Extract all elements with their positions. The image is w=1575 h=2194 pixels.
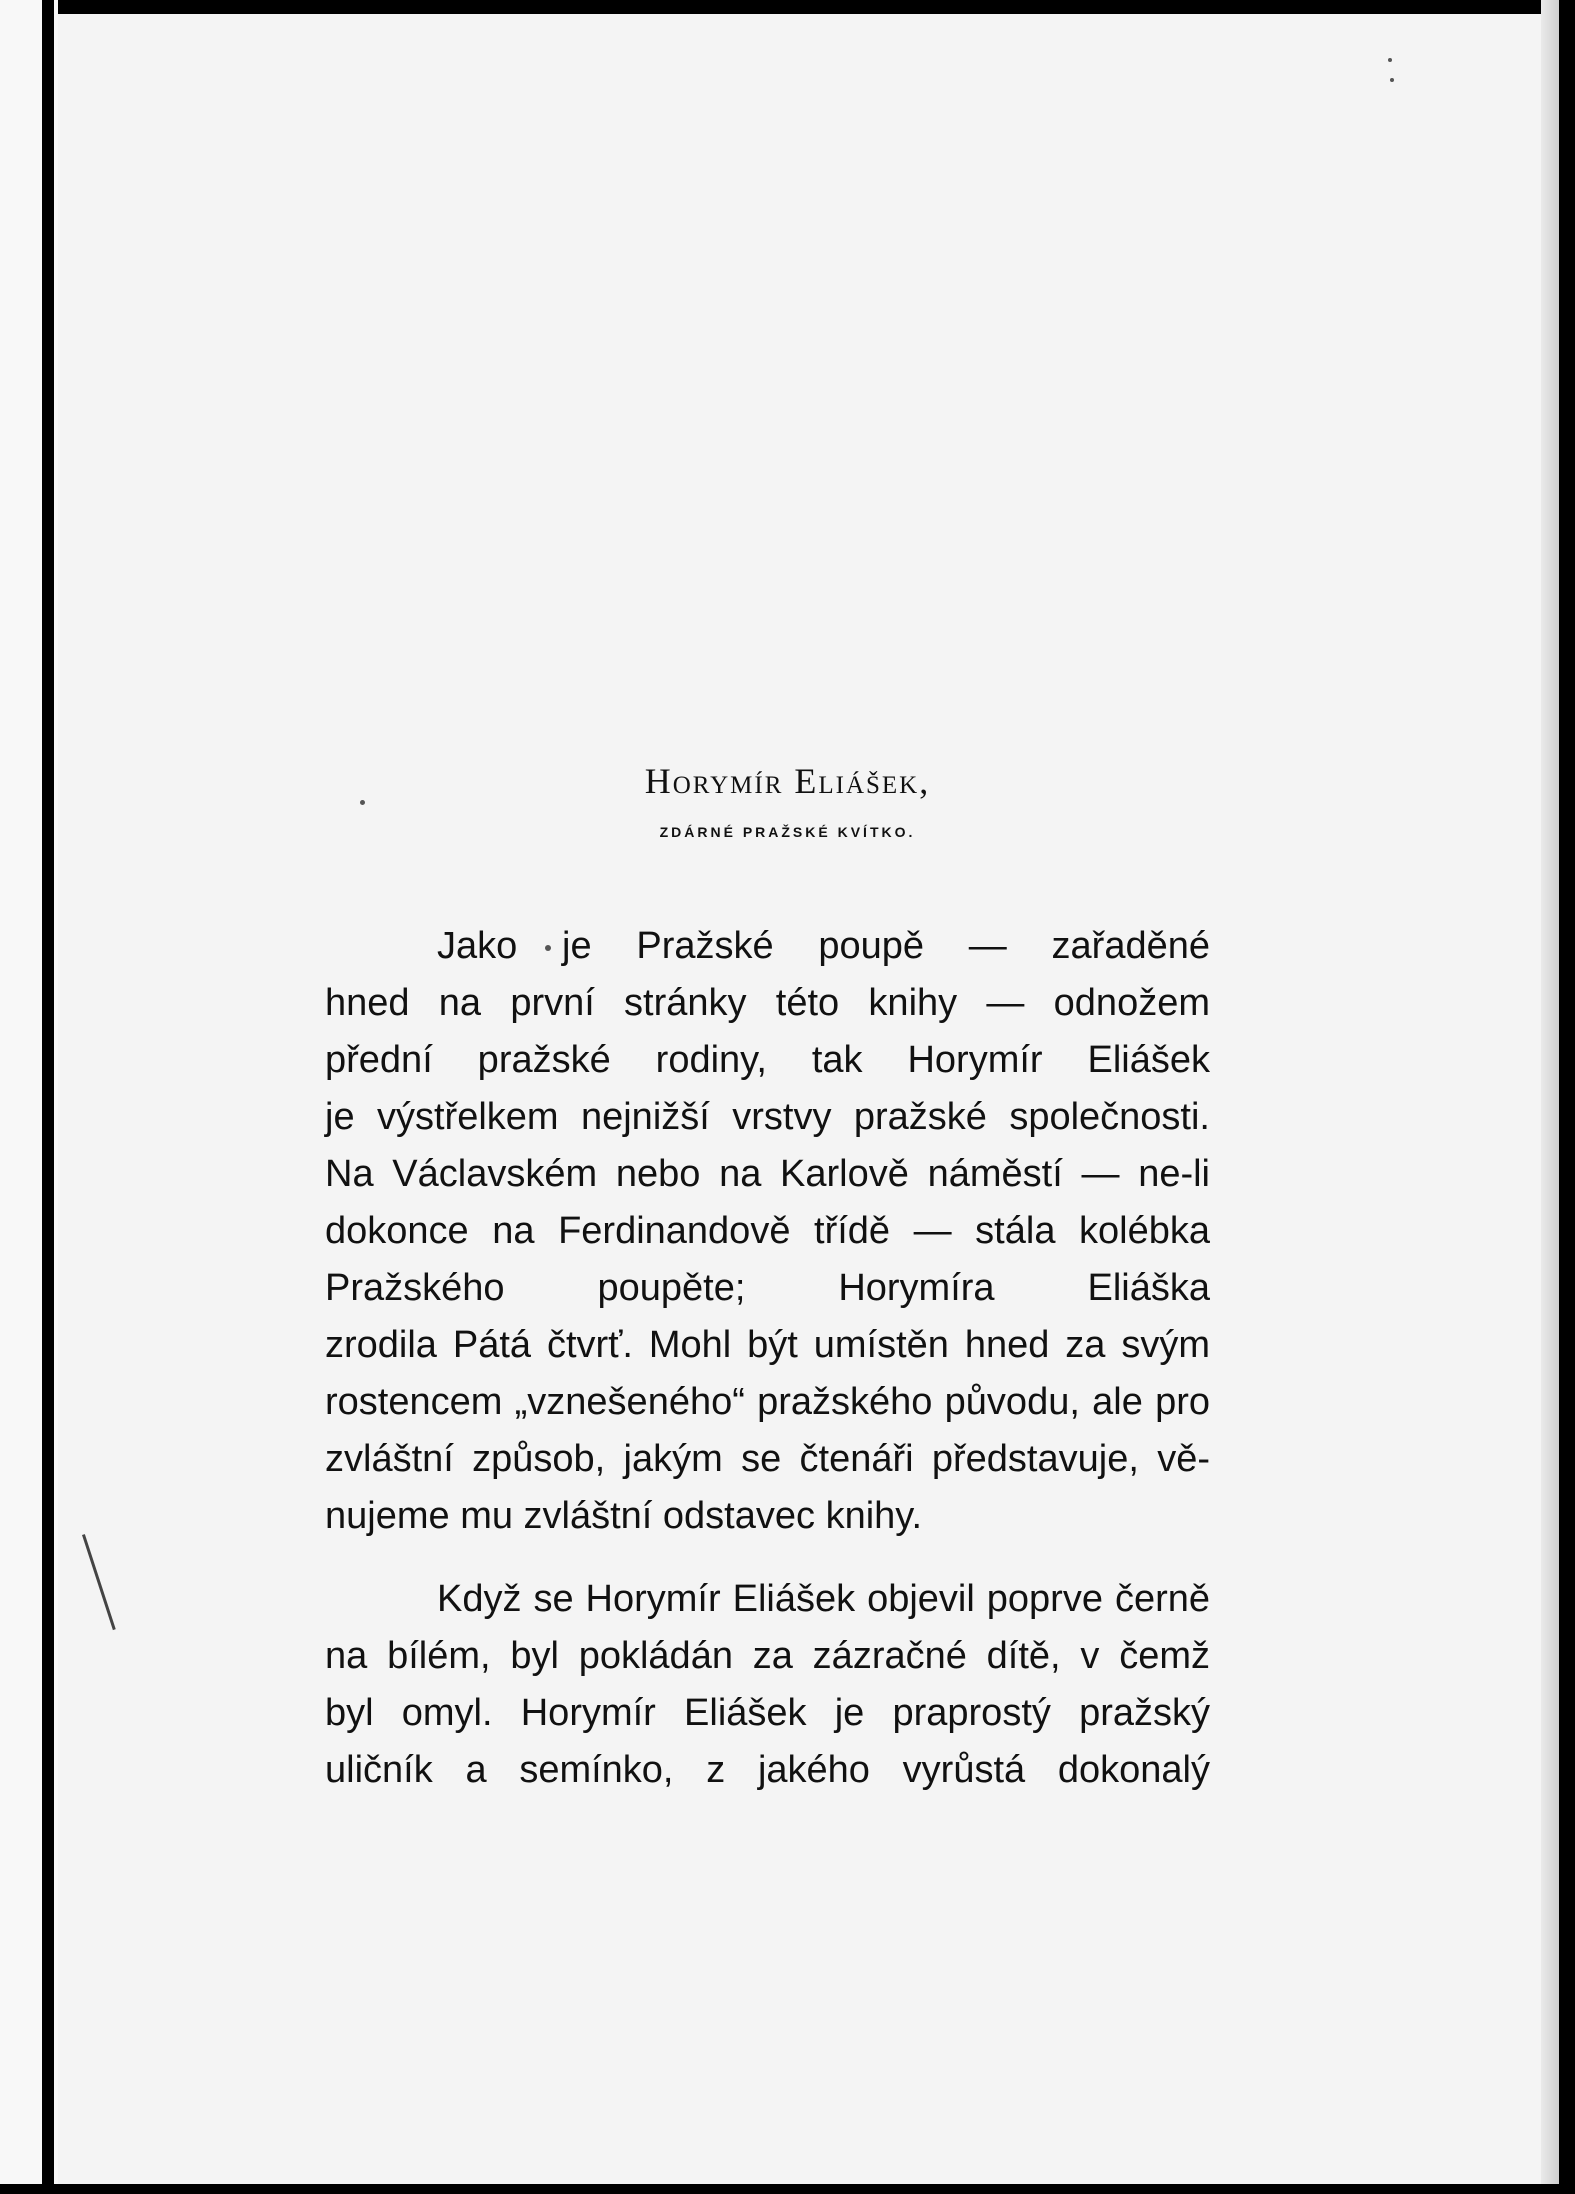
text-line: Pražského poupěte; Horymíra Eliáška — [325, 1267, 1210, 1309]
scan-border-top — [0, 0, 1575, 14]
text-line: přední pražské rodiny, tak Horymír Eliášek — [325, 1039, 1210, 1081]
paragraph-2 — [325, 1571, 1210, 1799]
chapter-title: Horymír Eliášek, — [644, 761, 931, 801]
scan-border-bottom — [0, 2184, 1575, 2194]
speck — [1390, 78, 1394, 82]
gutter-mark — [82, 1534, 116, 1630]
text-line: dokonce na Ferdinandově třídě — stála kolébka — [325, 1210, 1210, 1252]
text-line: na bílém, byl pokládán za zázračné dítě, v čemž — [325, 1635, 1210, 1677]
scan-shadow-right — [1541, 0, 1559, 2194]
chapter-subtitle: ZDÁRNÉ PRAŽSKÉ KVÍTKO. — [659, 824, 916, 840]
scan-border-right — [1559, 0, 1575, 2194]
text-line: rostencem „vznešeného“ pražského původu, ale pro — [325, 1381, 1210, 1423]
text-line: Na Václavském nebo na Karlově náměstí — ne-li — [325, 1153, 1210, 1195]
scan-border-left — [42, 0, 54, 2194]
book-page-content — [325, 760, 1210, 1799]
text-line: hned na první stránky této knihy — odnožem — [325, 982, 1210, 1024]
text-line: zvláštní způsob, jakým se čtenáři představuje, vě- — [325, 1438, 1210, 1480]
text-line: Jako je Pražské poupě — zařaděné — [437, 925, 1210, 967]
text-line: nujeme mu zvláštní odstavec knihy. — [325, 1495, 923, 1537]
text-line: je výstřelkem nejnižší vrstvy pražské společnosti. — [325, 1096, 1210, 1138]
text-line: zrodila Pátá čtvrť. Mohl být umístěn hned za svým — [325, 1324, 1210, 1366]
text-line: byl omyl. Horymír Eliášek je praprostý pražský — [325, 1692, 1210, 1734]
paragraph-1 — [325, 918, 1210, 1545]
text-line: uličník a semínko, z jakého vyrůstá dokonalý — [325, 1749, 1210, 1791]
speck — [1388, 58, 1392, 62]
text-line: Když se Horymír Eliášek objevil poprve černě — [437, 1578, 1210, 1620]
